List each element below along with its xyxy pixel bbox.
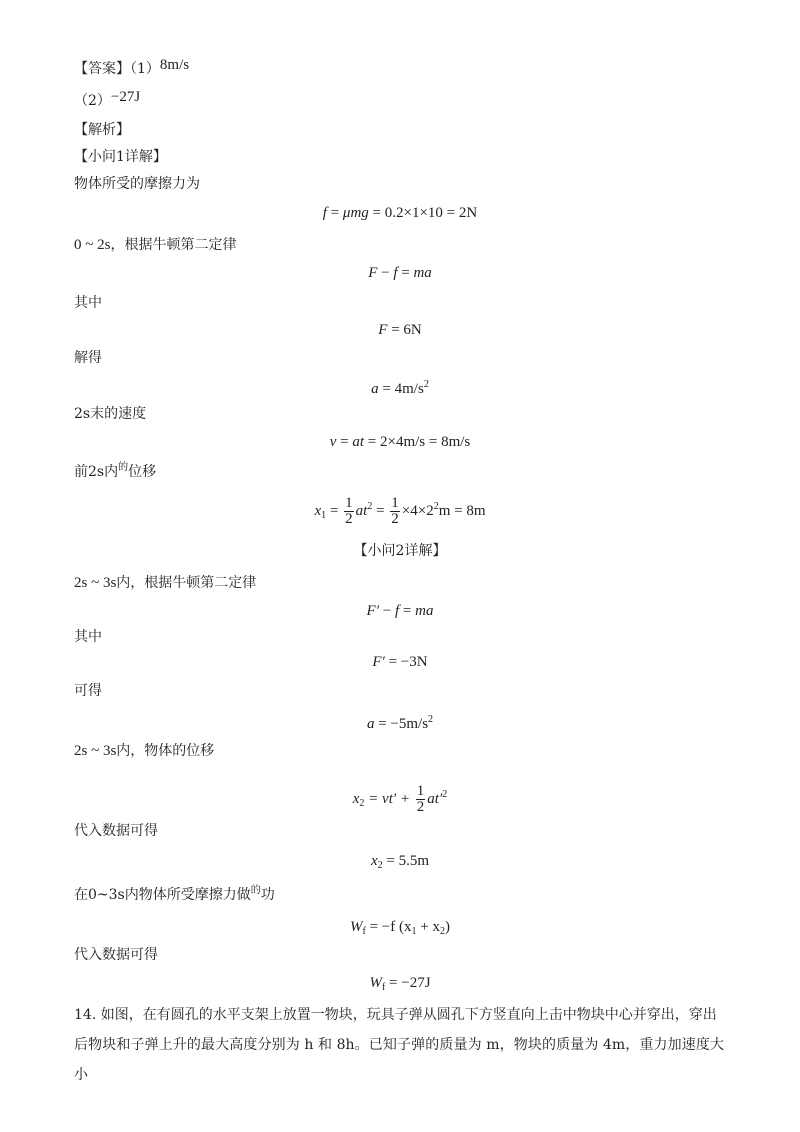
range-line-2 [74,574,256,592]
range-line-3: 2s ~ 3s内，物体的位移 [74,743,215,759]
where-1: 其中 [74,295,102,311]
answer-line-1 [74,57,190,78]
range-2-3s: 2s ~ 3s [74,575,117,591]
friction-intro: 物体所受的摩擦力为 [74,176,200,192]
q2-heading: 【小问2详解】 [353,543,447,559]
answer-part2-value: −27J [110,89,141,105]
displacement-value: $x_2 = 5.5m$ [370,853,430,871]
q1-heading: 【小问1详解】 [74,149,167,165]
newton-text-2: 内，根据牛顿第二定律 [116,575,257,591]
reverse-force-equation: F′ = −3N [372,654,428,670]
force-equation: F = 6N [378,322,422,338]
answer-part2-label: （2） [74,93,111,109]
newton-text-1: ，根据牛顿第二定律 [110,237,237,253]
analysis-label: 【解析】 [74,122,130,138]
displacement-equation-1: $x_1$ = $\frac{1}{2}$ $at^2$ = $\frac{1}{2}$ $\times 4\times 2^2m = 8m$ [314,495,486,527]
work-intro: 在0~3s内物体所受摩擦力做$^的$功 [74,885,275,903]
substitute-1: 代入数据可得 [74,823,158,839]
range-line-1 [74,236,236,254]
range-0-2s: 0 ~ 2s [74,237,111,253]
answer-line-2 [74,89,141,110]
solve-1: 解得 [74,350,102,366]
so-text: 可得 [74,683,102,699]
newton-equation-1: F − f = ma [368,265,432,281]
question-14-line-1: 14. 如图，在有圆孔的水平支架上放置一物块，玩具子弹从圆孔下方竖直向上击中物块中心并穿出，穿出 [74,1007,717,1023]
displacement-intro: 前2s内$^的$位移 [74,462,157,480]
answer-part1-value: 8m/s [159,57,190,73]
velocity-equation: v = at = 2×4m/s = 8m/s [329,434,471,450]
friction-equation: f = μmg = 0.2×1×10 = 2N [322,205,478,221]
question-14 [74,1000,724,1090]
answer-label: 【答案】 [74,61,130,77]
answer-part1-label: （1） [130,61,160,77]
work-equation: $W_f = -f$ $(x_1 + x_2)$ [350,919,450,937]
work-value: $W_f = -27J$ [369,975,431,993]
velocity-intro: 2s末的速度 [74,406,147,422]
question-14-line-2: 后物块和子弹上升的最大高度分别为 h 和 8h。已知子弹的质量为 m，物块的质量为 4m，重力加速度大小 [74,1037,724,1083]
where-2: 其中 [74,629,102,645]
displacement-equation-2: $x_2 = vt'$ + $\frac{1}{2}$ $at'^2$ [352,783,448,815]
acceleration-equation-2: $a = -5m/s^2$ [366,714,434,732]
substitute-2: 代入数据可得 [74,947,158,963]
newton-equation-2: F′ − f = ma [366,603,434,619]
acceleration-equation-1: $a = 4m/s^2$ [371,379,429,397]
